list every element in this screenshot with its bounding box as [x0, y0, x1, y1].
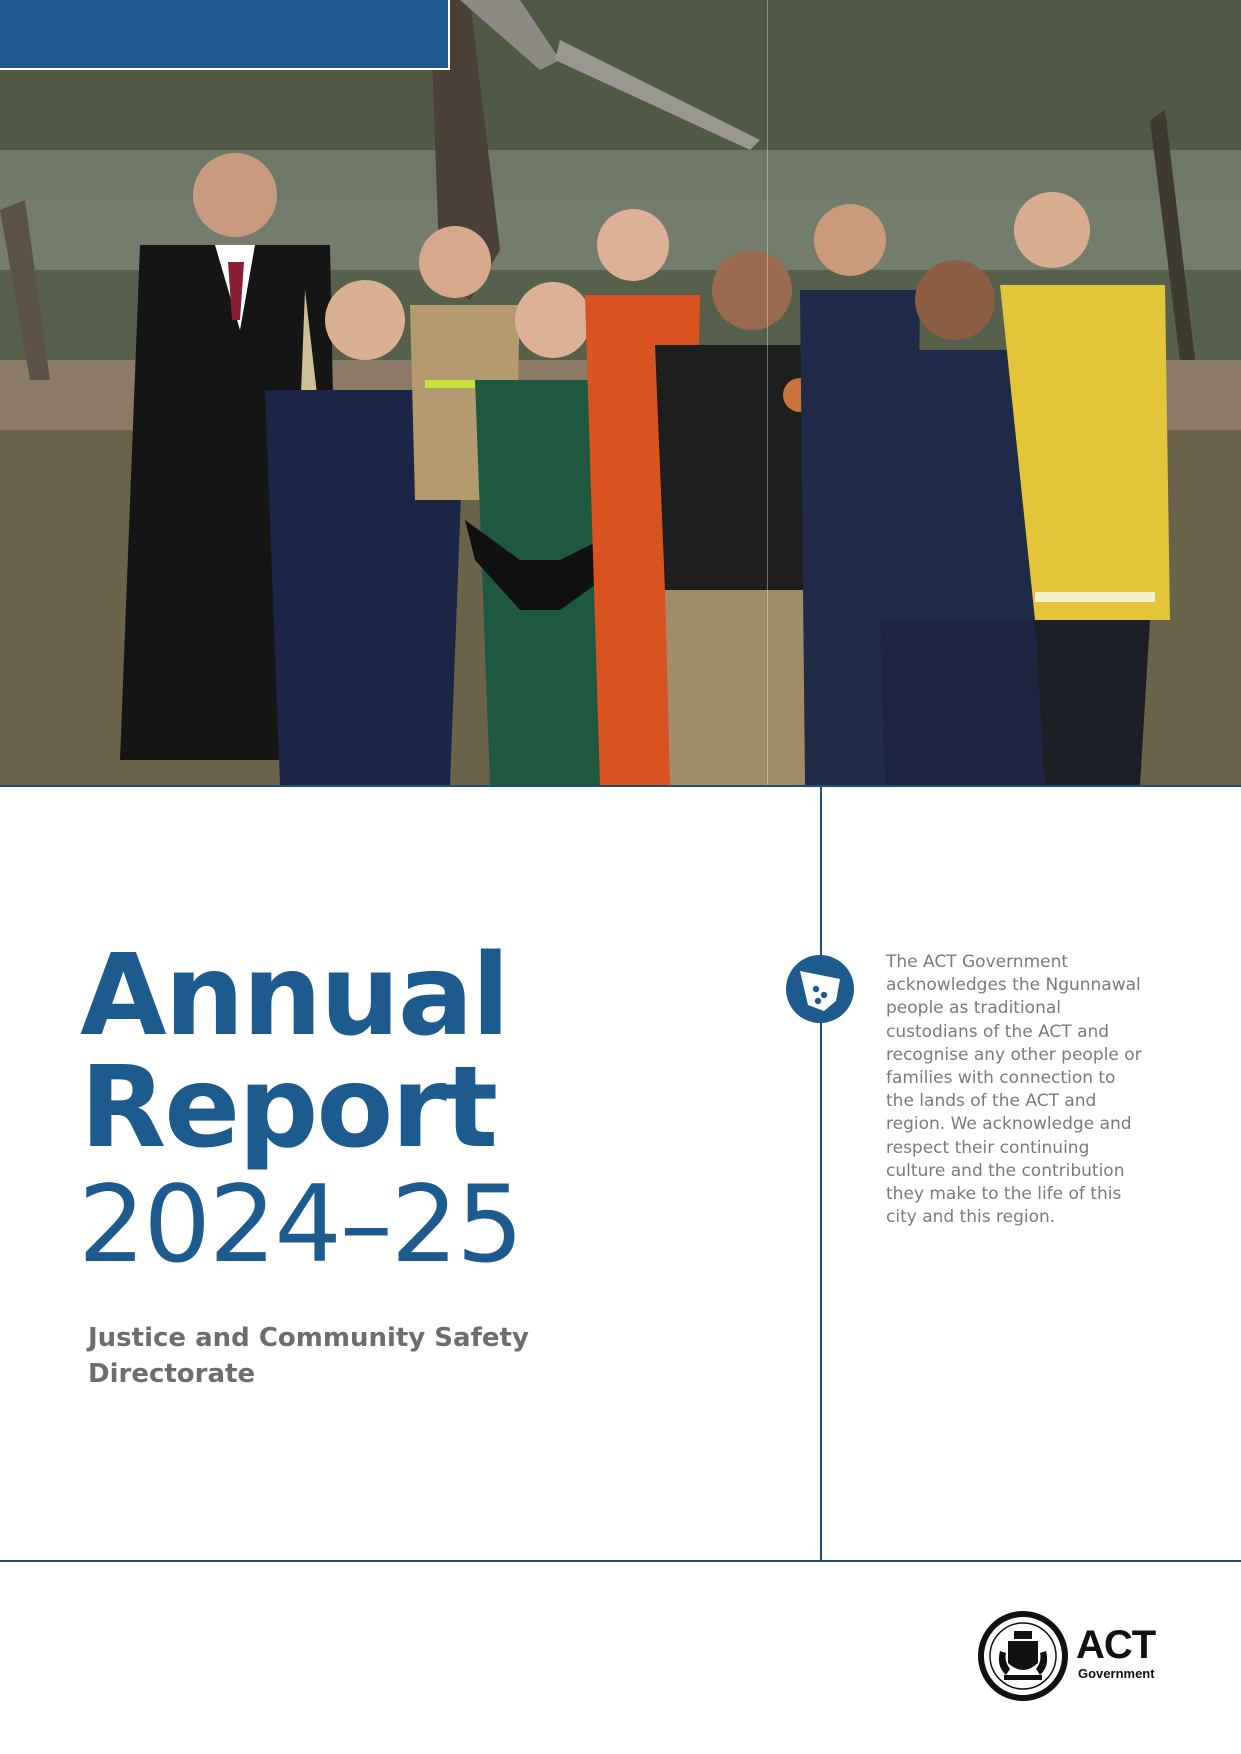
acknowledgement-icon	[786, 955, 854, 1023]
acknowledgement-of-country: The ACT Government acknowledges the Ngunnawal people as traditional custodians of the ACT and recognise any other people or families with connection to the lands of the ACT and region. We acknowledge and respect their continuing culture and the contribution they make to the life of this city and this region.	[886, 952, 1142, 1228]
horizontal-divider-top	[0, 785, 1241, 787]
cover-photo	[0, 0, 1241, 785]
act-coat-of-arms-icon	[978, 1611, 1068, 1701]
horizontal-divider-bottom	[0, 1560, 1241, 1562]
logo-government-text: Government	[1078, 1666, 1155, 1681]
title-line-report: Report	[80, 1043, 497, 1173]
directorate-name: Justice and Community Safety Directorate	[88, 1323, 529, 1389]
photo-seam-line	[767, 0, 768, 785]
report-title	[80, 931, 508, 1173]
logo-act-text: ACT	[1076, 1623, 1156, 1667]
header-color-block	[0, 0, 450, 70]
title-line-annual: Annual	[80, 931, 508, 1061]
group-photo-image	[0, 0, 1241, 785]
act-government-logo	[978, 1611, 1158, 1703]
report-year: 2024–25	[78, 1163, 522, 1286]
vertical-divider	[820, 787, 822, 1560]
